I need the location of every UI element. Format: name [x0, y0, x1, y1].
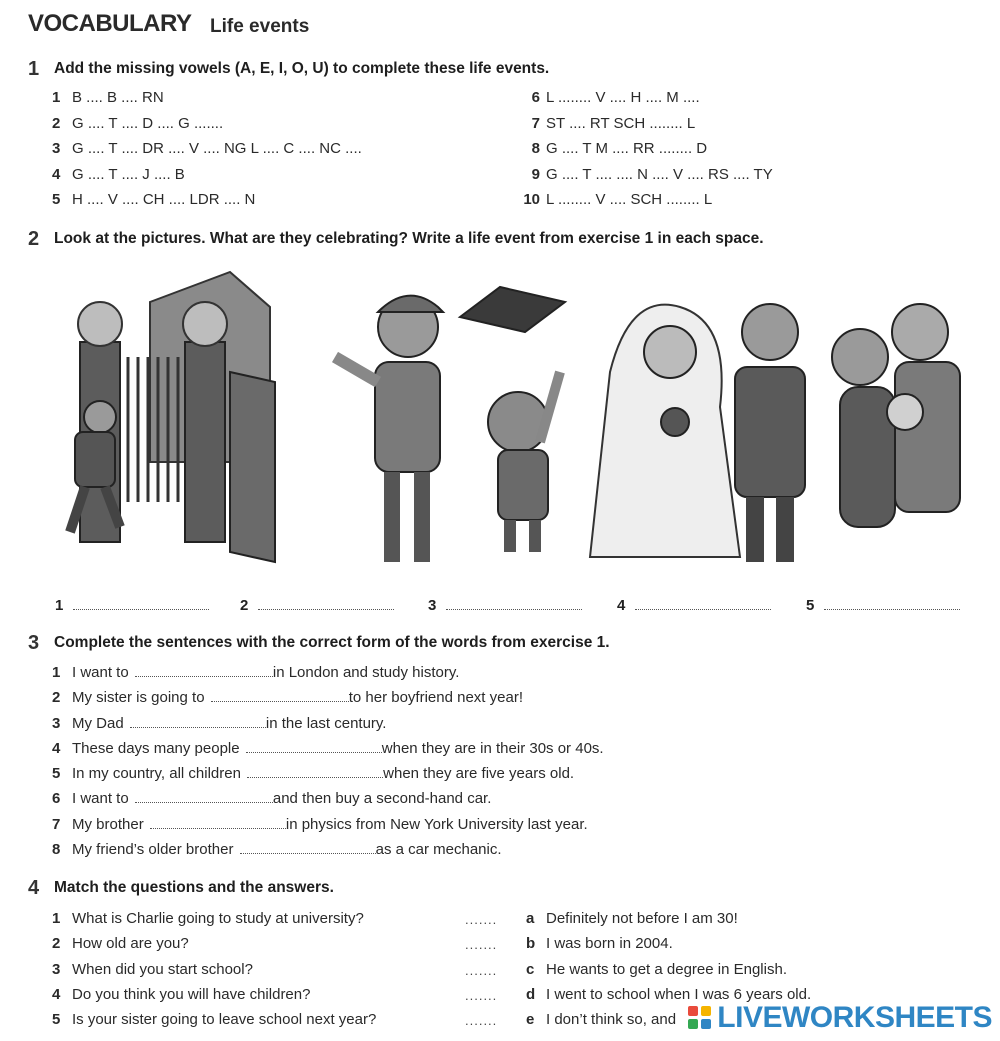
- answer-row: b I was born in 2004.: [526, 935, 673, 953]
- sentence-row: 4 These days many people when they are in their 30s or 40s.: [52, 739, 604, 757]
- answer-row: e I don’t think so, and: [526, 1011, 677, 1029]
- blank-1[interactable]: [55, 597, 209, 614]
- blank-4[interactable]: [617, 597, 771, 614]
- exercise-1-right-list: [514, 89, 954, 217]
- item-number: 5: [52, 191, 61, 208]
- worksheet-title: VOCABULARY: [28, 10, 192, 37]
- blank-3[interactable]: [428, 597, 582, 614]
- exercise-3-number: 3: [28, 632, 40, 654]
- blank-number: 2: [240, 597, 249, 614]
- answer-blank[interactable]: [240, 841, 376, 854]
- exercise-1-instruction: Add the missing vowels (A, E, I, O, U) to complete these life events.: [54, 60, 550, 77]
- logo-icon: [687, 1005, 713, 1031]
- blank-2[interactable]: [240, 597, 394, 614]
- exercise-3-list: [52, 664, 952, 866]
- sentence-row: 3 My Dad in the last century.: [52, 714, 387, 732]
- list-item[interactable]: [52, 166, 492, 192]
- exercise-4-number: 4: [28, 877, 40, 899]
- sentence-row: 2 My sister is going to to her boyfriend next year!: [52, 689, 523, 707]
- item-text: G .... T .... .... N .... V .... RS .... TY: [546, 165, 773, 183]
- match-blank[interactable]: .......: [465, 937, 498, 953]
- wedding-picture: [590, 304, 805, 562]
- answer-row: a Definitely not before I am 30!: [526, 910, 738, 927]
- blank-number: 5: [806, 597, 815, 614]
- item-text: H .... V .... CH .... LDR .... N: [72, 191, 256, 208]
- answer-row: c He wants to get a degree in English.: [526, 960, 787, 978]
- blank-number: 3: [428, 597, 437, 614]
- item-text: G .... T .... J .... B: [72, 165, 185, 183]
- answer-blank[interactable]: [135, 790, 273, 803]
- sentence-row: 8 My friend’s older brother as a car mechanic.: [52, 841, 502, 859]
- question-row: 1 What is Charlie going to study at university?: [52, 910, 364, 927]
- list-item[interactable]: [52, 115, 492, 141]
- exercise-1-number: 1: [28, 58, 40, 80]
- item-number: 8: [531, 140, 540, 157]
- graduation-picture: [335, 287, 565, 562]
- item-text: L ........ V .... H .... M ....: [546, 89, 700, 106]
- exercise-4-match-blanks: [465, 912, 505, 1038]
- answer-row: d I went to school when I was 6 years old.: [526, 985, 812, 1003]
- item-number: 7: [531, 114, 540, 132]
- question-row: 2 How old are you?: [52, 935, 189, 953]
- answer-blank[interactable]: [246, 740, 382, 753]
- list-item[interactable]: [52, 140, 492, 166]
- question-row: 3 When did you start school?: [52, 960, 253, 978]
- match-blank[interactable]: .......: [465, 1013, 498, 1029]
- sentence-row: 7 My brother in physics from New York University last year.: [52, 815, 588, 833]
- item-number: 9: [531, 165, 540, 183]
- blank-number: 1: [55, 597, 64, 614]
- match-blank[interactable]: .......: [465, 987, 498, 1003]
- item-text: G .... T M .... RR ........ D: [546, 140, 708, 157]
- life-events-illustration: [40, 262, 970, 572]
- liveworksheets-logo: [687, 1001, 992, 1035]
- item-number: 3: [52, 140, 61, 157]
- match-blank[interactable]: .......: [465, 962, 498, 978]
- question-row: 5 Is your sister going to leave school next year?: [52, 1011, 377, 1029]
- blank-number: 4: [617, 597, 626, 614]
- list-item[interactable]: [514, 115, 954, 141]
- school-gate-picture: [70, 272, 275, 562]
- item-text: G .... T .... DR .... V .... NG L .... C .... NC ....: [72, 140, 362, 157]
- question-row: 4 Do you think you will have children?: [52, 985, 311, 1003]
- item-text: ST .... RT SCH ........ L: [546, 114, 696, 132]
- sentence-row: 5 In my country, all children when they are five years old.: [52, 765, 575, 783]
- item-number: 6: [531, 89, 540, 106]
- exercise-3-instruction: Complete the sentences with the correct form of the words from exercise 1.: [54, 634, 610, 651]
- worksheet-subtitle: Life events: [210, 16, 310, 37]
- item-text: L ........ V .... SCH ........ L: [546, 191, 713, 208]
- list-item[interactable]: [514, 89, 954, 115]
- match-blank[interactable]: .......: [465, 912, 498, 927]
- item-text: B .... B .... RN: [72, 89, 164, 106]
- item-number: 1: [52, 89, 61, 106]
- list-item[interactable]: [52, 89, 492, 115]
- list-item[interactable]: [514, 140, 954, 166]
- list-item[interactable]: [52, 191, 492, 217]
- logo-text: LIVEWORKSHEETS: [717, 1001, 992, 1034]
- baby-picture: [832, 304, 960, 527]
- exercise-2-instruction: Look at the pictures. What are they celebrating? Write a life event from exercise 1 in each space.: [54, 230, 764, 247]
- exercise-4-instruction: Match the questions and the answers.: [54, 879, 334, 896]
- exercise-4-questions: [52, 910, 472, 1036]
- item-text: G .... T .... D .... G .......: [72, 114, 224, 132]
- answer-blank[interactable]: [150, 816, 286, 829]
- item-number: 4: [52, 165, 61, 183]
- exercise-2-number: 2: [28, 228, 40, 250]
- answer-blank[interactable]: [135, 664, 273, 677]
- answer-blank[interactable]: [247, 765, 383, 778]
- answer-blank[interactable]: [211, 689, 349, 702]
- list-item[interactable]: [514, 191, 954, 217]
- list-item[interactable]: [514, 166, 954, 192]
- sentence-row: 1 I want to in London and study history.: [52, 664, 460, 681]
- exercise-1-left-list: [52, 89, 492, 217]
- sentence-row: 6 I want to and then buy a second-hand car.: [52, 790, 492, 808]
- item-number: 10: [523, 191, 540, 208]
- answer-blank[interactable]: [130, 715, 266, 728]
- blank-5[interactable]: [806, 597, 960, 614]
- item-number: 2: [52, 114, 61, 132]
